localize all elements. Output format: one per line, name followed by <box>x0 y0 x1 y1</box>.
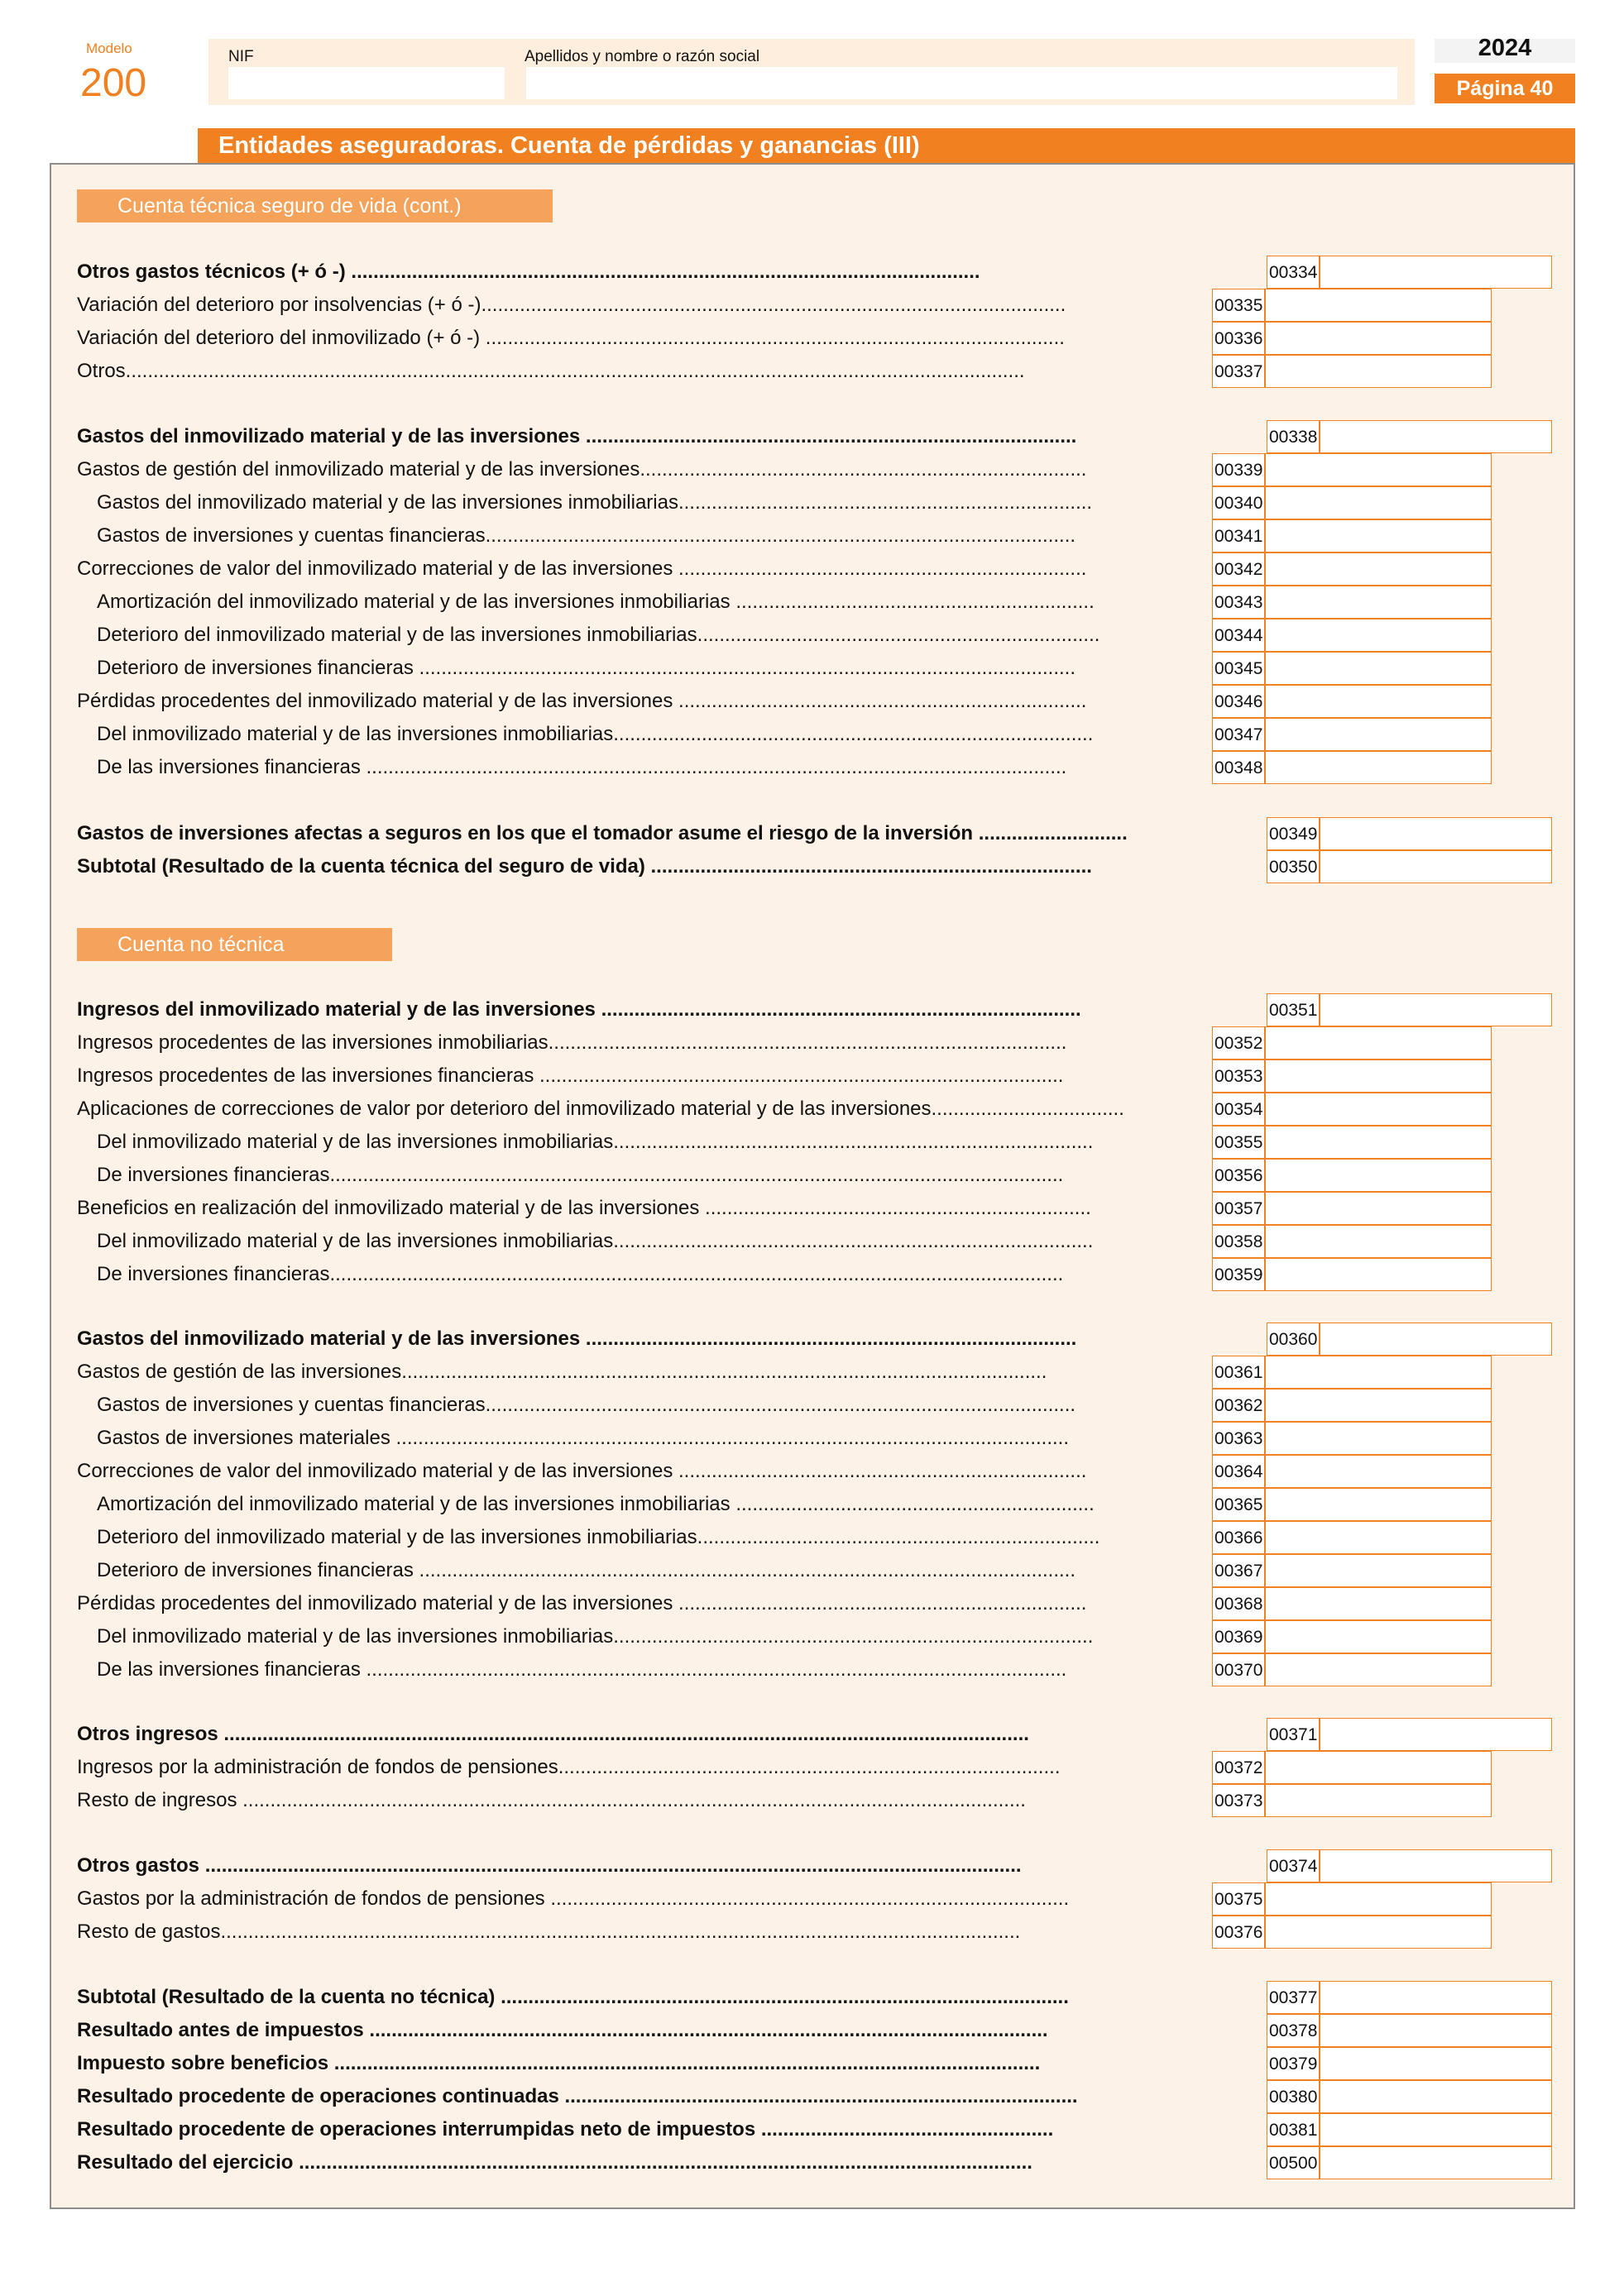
row-label: Variación del deterioro por insolvencias (+ ó -).......................................................................................................... <box>77 294 1066 316</box>
amount-field[interactable] <box>1320 993 1552 1026</box>
box-code: 00339 <box>1212 453 1265 486</box>
box-code: 00353 <box>1212 1060 1265 1093</box>
amount-field[interactable] <box>1320 1849 1552 1882</box>
name-field[interactable] <box>526 67 1397 99</box>
box-code: 00365 <box>1212 1488 1265 1521</box>
amount-field[interactable] <box>1265 1026 1492 1060</box>
amount-field[interactable] <box>1320 2047 1552 2080</box>
box-code: 00377 <box>1267 1981 1320 2014</box>
amount-field[interactable] <box>1265 718 1492 751</box>
row-label: Gastos del inmovilizado material y de las inversiones ......................................................................................... <box>77 425 1077 447</box>
row-label: Gastos del inmovilizado material y de las inversiones inmobiliarias........................................................................... <box>97 491 1093 514</box>
amount-field[interactable] <box>1320 256 1552 289</box>
box-code: 00354 <box>1212 1093 1265 1126</box>
amount-field[interactable] <box>1320 817 1552 850</box>
box-code: 00368 <box>1212 1587 1265 1620</box>
box-code: 00378 <box>1267 2014 1320 2047</box>
amount-field[interactable] <box>1265 552 1492 586</box>
box-code: 00358 <box>1212 1225 1265 1258</box>
box-code: 00341 <box>1212 519 1265 552</box>
row-label: Ingresos procedentes de las inversiones inmobiliarias.............................................................................................. <box>77 1031 1067 1054</box>
amount-field[interactable] <box>1265 1159 1492 1192</box>
page-number: Página 40 <box>1435 74 1575 103</box>
row-label: Resultado procedente de operaciones continuadas ............................................................................................. <box>77 2085 1078 2107</box>
amount-field[interactable] <box>1265 1554 1492 1587</box>
nif-label: NIF <box>228 48 254 65</box>
amount-field[interactable] <box>1265 1192 1492 1225</box>
row-label: Gastos de inversiones y cuentas financieras........................................................................................................... <box>97 524 1076 547</box>
row-label: Del inmovilizado material y de las inversiones inmobiliarias....................................................................................... <box>97 1625 1094 1648</box>
amount-field[interactable] <box>1320 850 1552 883</box>
row-label: Pérdidas procedentes del inmovilizado material y de las inversiones .......................................................................... <box>77 690 1087 712</box>
section-header: Cuenta no técnica <box>77 928 392 961</box>
box-code: 00371 <box>1267 1718 1320 1751</box>
box-code: 00343 <box>1212 586 1265 619</box>
amount-field[interactable] <box>1265 355 1492 388</box>
box-code: 00335 <box>1212 289 1265 322</box>
row-label: Otros ingresos .................................................................................................................................................. <box>77 1723 1029 1745</box>
amount-field[interactable] <box>1265 1653 1492 1686</box>
box-code: 00359 <box>1212 1258 1265 1291</box>
box-code: 00372 <box>1212 1751 1265 1784</box>
box-code: 00344 <box>1212 619 1265 652</box>
box-code: 00374 <box>1267 1849 1320 1882</box>
amount-field[interactable] <box>1320 1323 1552 1356</box>
amount-field[interactable] <box>1265 1521 1492 1554</box>
amount-field[interactable] <box>1265 1389 1492 1422</box>
box-code: 00338 <box>1267 420 1320 453</box>
row-label: Deterioro de inversiones financieras ....................................................................................................................... <box>97 1559 1076 1581</box>
row-label: Del inmovilizado material y de las inversiones inmobiliarias....................................................................................... <box>97 1230 1094 1252</box>
box-code: 00360 <box>1267 1323 1320 1356</box>
box-code: 00349 <box>1267 817 1320 850</box>
box-code: 00367 <box>1212 1554 1265 1587</box>
amount-field[interactable] <box>1265 751 1492 784</box>
box-code: 00362 <box>1212 1389 1265 1422</box>
row-label: Gastos de gestión del inmovilizado material y de las inversiones................................................................................. <box>77 458 1087 481</box>
box-code: 00342 <box>1212 552 1265 586</box>
amount-field[interactable] <box>1320 1718 1552 1751</box>
section-header: Cuenta técnica seguro de vida (cont.) <box>77 189 553 222</box>
amount-field[interactable] <box>1265 1882 1492 1916</box>
box-code: 00340 <box>1212 486 1265 519</box>
amount-field[interactable] <box>1265 1422 1492 1455</box>
amount-field[interactable] <box>1265 586 1492 619</box>
box-code: 00363 <box>1212 1422 1265 1455</box>
row-label: Subtotal (Resultado de la cuenta técnica del seguro de vida) ................................................................................ <box>77 855 1092 878</box>
amount-field[interactable] <box>1265 1225 1492 1258</box>
amount-field[interactable] <box>1265 1751 1492 1784</box>
amount-field[interactable] <box>1265 1587 1492 1620</box>
row-label: Gastos del inmovilizado material y de las inversiones ......................................................................................... <box>77 1327 1077 1350</box>
amount-field[interactable] <box>1265 1093 1492 1126</box>
row-label: Gastos de inversiones materiales .......................................................................................................................... <box>97 1427 1069 1449</box>
amount-field[interactable] <box>1265 619 1492 652</box>
row-label: Gastos de inversiones y cuentas financieras........................................................................................................... <box>97 1394 1076 1416</box>
row-label: De las inversiones financieras ............................................................................................................................... <box>97 1658 1067 1681</box>
row-label: De inversiones financieras..................................................................................................................................... <box>97 1164 1064 1186</box>
amount-field[interactable] <box>1265 1126 1492 1159</box>
row-label: Ingresos del inmovilizado material y de las inversiones ....................................................................................... <box>77 998 1081 1021</box>
row-label: Subtotal (Resultado de la cuenta no técnica) ....................................................................................................... <box>77 1986 1069 2008</box>
row-label: Deterioro del inmovilizado material y de las inversiones inmobiliarias......................................................................... <box>97 624 1100 646</box>
row-label: Ingresos procedentes de las inversiones financieras ............................................................................................... <box>77 1064 1064 1087</box>
amount-field[interactable] <box>1265 1455 1492 1488</box>
box-code: 00334 <box>1267 256 1320 289</box>
amount-field[interactable] <box>1265 322 1492 355</box>
row-label: Variación del deterioro del inmovilizado (+ ó -) ......................................................................................................... <box>77 327 1065 349</box>
amount-field[interactable] <box>1320 420 1552 453</box>
row-label: Otros gastos técnicos (+ ó -) .................................................................................................................. <box>77 261 980 283</box>
row-label: De inversiones financieras..................................................................................................................................... <box>97 1263 1064 1285</box>
amount-field[interactable] <box>1265 1784 1492 1817</box>
row-label: Resultado antes de impuestos ........................................................................................................................... <box>77 2019 1048 2041</box>
row-label: Amortización del inmovilizado material y de las inversiones inmobiliarias ................................................................. <box>97 1493 1095 1515</box>
box-code: 00352 <box>1212 1026 1265 1060</box>
amount-field[interactable] <box>1265 486 1492 519</box>
row-label: Gastos por la administración de fondos de pensiones .............................................................................................. <box>77 1887 1070 1910</box>
amount-field[interactable] <box>1320 1981 1552 2014</box>
amount-field[interactable] <box>1265 1356 1492 1389</box>
amount-field[interactable] <box>1320 2113 1552 2146</box>
amount-field[interactable] <box>1265 453 1492 486</box>
amount-field[interactable] <box>1320 2146 1552 2179</box>
row-label: Gastos de gestión de las inversiones..................................................................................................................... <box>77 1361 1047 1383</box>
box-code: 00351 <box>1267 993 1320 1026</box>
box-code: 00364 <box>1212 1455 1265 1488</box>
amount-field[interactable] <box>1265 1258 1492 1291</box>
box-code: 00336 <box>1212 322 1265 355</box>
row-label: Del inmovilizado material y de las inversiones inmobiliarias....................................................................................... <box>97 723 1094 745</box>
row-label: Correcciones de valor del inmovilizado material y de las inversiones .......................................................................... <box>77 1460 1087 1482</box>
box-code: 00346 <box>1212 685 1265 718</box>
row-label: Gastos de inversiones afectas a seguros en los que el tomador asume el riesgo de la inversión ........................... <box>77 822 1128 844</box>
row-label: De las inversiones financieras ............................................................................................................................... <box>97 756 1067 778</box>
amount-field[interactable] <box>1265 1060 1492 1093</box>
box-code: 00348 <box>1212 751 1265 784</box>
row-label: Resto de ingresos .............................................................................................................................................. <box>77 1789 1026 1811</box>
box-code: 00355 <box>1212 1126 1265 1159</box>
box-code: 00345 <box>1212 652 1265 685</box>
row-label: Del inmovilizado material y de las inversiones inmobiliarias....................................................................................... <box>97 1131 1094 1153</box>
amount-field[interactable] <box>1265 652 1492 685</box>
box-code: 00369 <box>1212 1620 1265 1653</box>
row-label: Beneficios en realización del inmovilizado material y de las inversiones ...................................................................... <box>77 1197 1091 1219</box>
amount-field[interactable] <box>1265 1488 1492 1521</box>
box-code: 00337 <box>1212 355 1265 388</box>
box-code: 00375 <box>1212 1882 1265 1916</box>
box-code: 00357 <box>1212 1192 1265 1225</box>
row-label: Ingresos por la administración de fondos de pensiones........................................................................................... <box>77 1756 1061 1778</box>
box-code: 00361 <box>1212 1356 1265 1389</box>
year: 2024 <box>1478 35 1532 61</box>
row-label: Resultado procedente de operaciones interrumpidas neto de impuestos ..................................................... <box>77 2118 1054 2141</box>
box-code: 00350 <box>1267 850 1320 883</box>
row-label: Aplicaciones de correcciones de valor por deterioro del inmovilizado material y de las inversiones................................... <box>77 1098 1124 1120</box>
row-label: Amortización del inmovilizado material y de las inversiones inmobiliarias ................................................................. <box>97 591 1095 613</box>
row-label: Resto de gastos................................................................................................................................................. <box>77 1921 1021 1943</box>
name-label: Apellidos y nombre o razón social <box>525 48 760 65</box>
row-label: Pérdidas procedentes del inmovilizado material y de las inversiones .......................................................................... <box>77 1592 1087 1614</box>
box-code: 00370 <box>1212 1653 1265 1686</box>
amount-field[interactable] <box>1265 289 1492 322</box>
amount-field[interactable] <box>1320 2080 1552 2113</box>
amount-field[interactable] <box>1265 1916 1492 1949</box>
box-code: 00366 <box>1212 1521 1265 1554</box>
row-label: Impuesto sobre beneficios ................................................................................................................................ <box>77 2052 1041 2074</box>
row-label: Correcciones de valor del inmovilizado material y de las inversiones .......................................................................... <box>77 557 1087 580</box>
modelo-number: 200 <box>80 61 147 105</box>
row-label: Otros gastos .................................................................................................................................................... <box>77 1854 1022 1877</box>
page-title: Entidades aseguradoras. Cuenta de pérdidas y ganancias (III) <box>198 128 1575 164</box>
box-code: 00500 <box>1267 2146 1320 2179</box>
amount-field[interactable] <box>1265 1620 1492 1653</box>
amount-field[interactable] <box>1320 2014 1552 2047</box>
modelo-label: Modelo <box>86 41 132 56</box>
amount-field[interactable] <box>1265 685 1492 718</box>
row-label: Otros................................................................................................................................................................... <box>77 360 1025 382</box>
box-code: 00373 <box>1212 1784 1265 1817</box>
box-code: 00376 <box>1212 1916 1265 1949</box>
nif-field[interactable] <box>228 67 505 99</box>
row-label: Deterioro de inversiones financieras ....................................................................................................................... <box>97 657 1076 679</box>
row-label: Deterioro del inmovilizado material y de las inversiones inmobiliarias......................................................................... <box>97 1526 1100 1548</box>
box-code: 00381 <box>1267 2113 1320 2146</box>
row-label: Resultado del ejercicio ..................................................................................................................................... <box>77 2151 1032 2174</box>
box-code: 00379 <box>1267 2047 1320 2080</box>
box-code: 00380 <box>1267 2080 1320 2113</box>
box-code: 00347 <box>1212 718 1265 751</box>
amount-field[interactable] <box>1265 519 1492 552</box>
box-code: 00356 <box>1212 1159 1265 1192</box>
